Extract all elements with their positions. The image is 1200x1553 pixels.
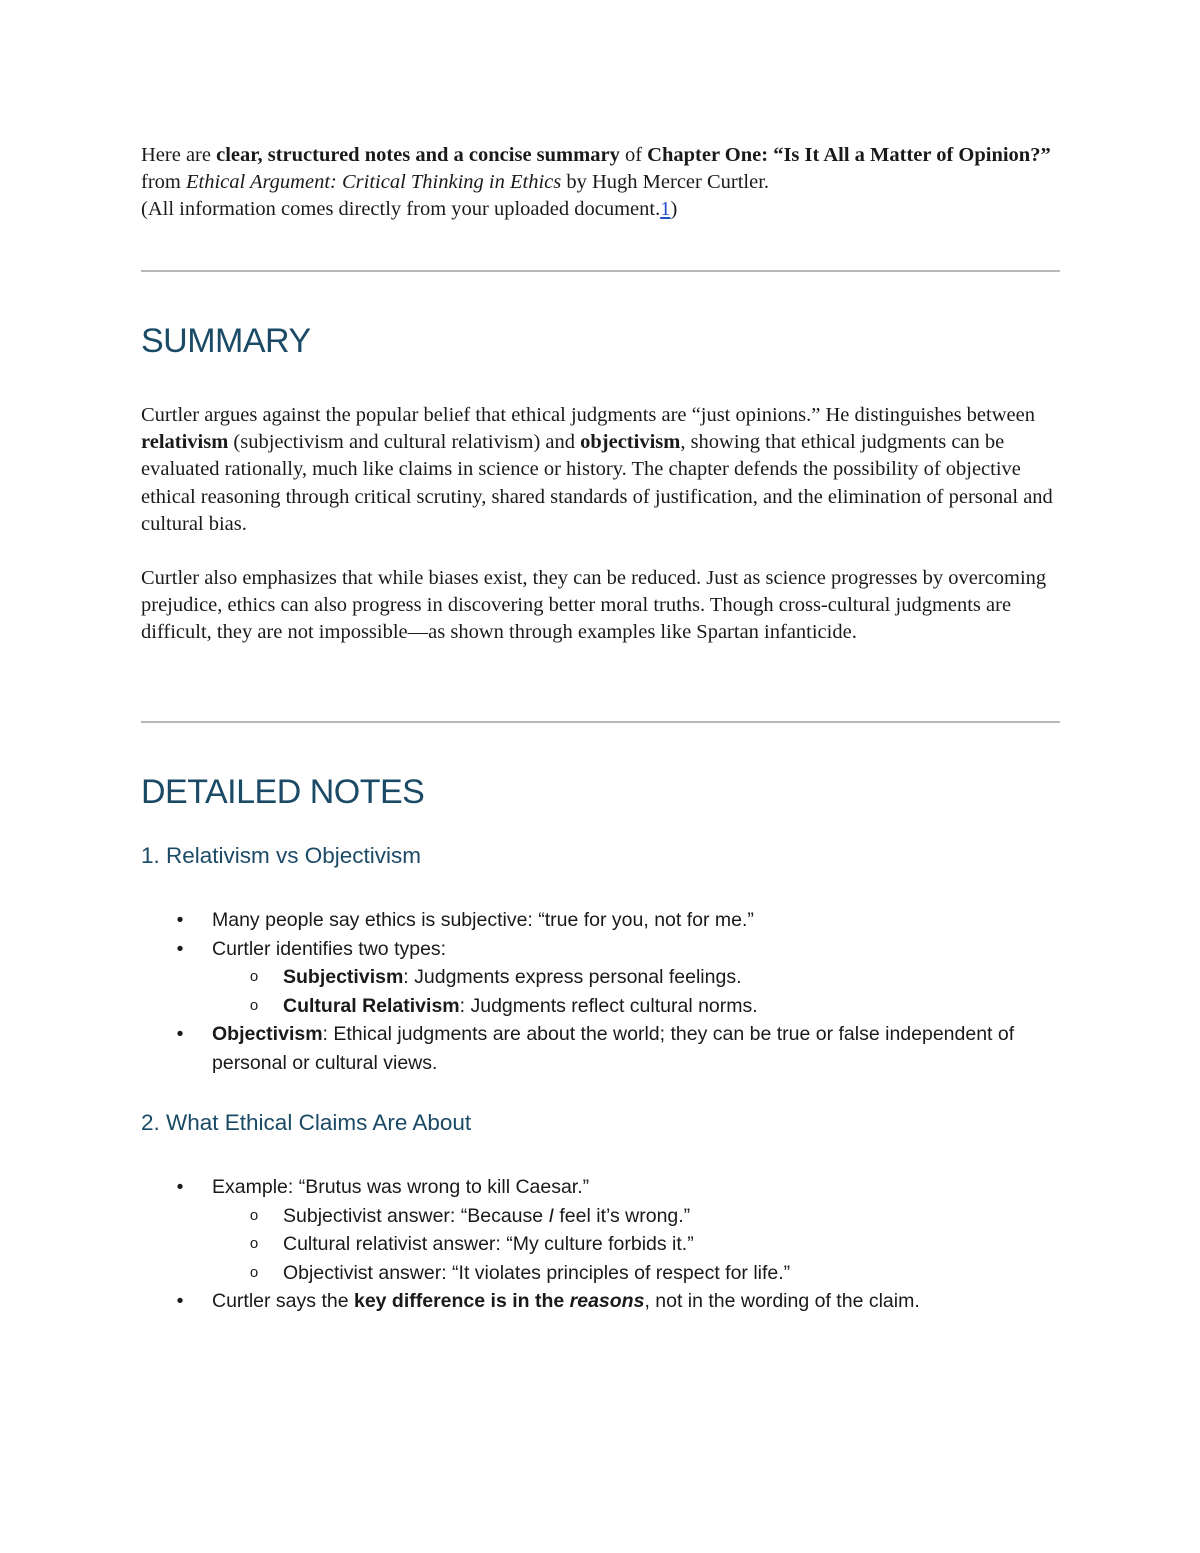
summary-text-run: (subjectivism and cultural relativism) and <box>228 431 581 454</box>
summary-bold-term: relativism <box>141 431 229 454</box>
term-bold: Subjectivism <box>283 966 404 989</box>
sub-bullet-icon: o <box>249 1263 259 1281</box>
list-item-text: feel it’s wrong.” <box>553 1204 691 1227</box>
summary-heading: SUMMARY <box>141 322 311 360</box>
list-item-text: : Ethical judgments are about the world; they can be true or false independent of personal or cultural views. <box>212 1023 1015 1074</box>
summary-text-run: , showing that ethical judgments can be evaluated rationally, much like claims in science or history. The chapter defends the possibility of objective ethical reasoning through critical scrutiny, shared standards of justification, and the elimination of personal and cultural bias. <box>141 431 1053 535</box>
sub-list-item <box>141 1259 1060 1288</box>
citation-link[interactable]: 1 <box>660 198 671 220</box>
bullet-icon: • <box>176 937 184 960</box>
source-note-text: ) <box>670 198 678 220</box>
bullet-icon: • <box>176 1176 184 1198</box>
bullet-icon: • <box>176 1023 184 1046</box>
list-item-text: Subjectivist answer: “Because <box>283 1204 549 1227</box>
list-item-text: , not in the wording of the claim. <box>644 1290 920 1313</box>
summary-paragraph-2 <box>141 565 1060 647</box>
list-item-text: Objectivist answer: “It violates principles of respect for life.” <box>283 1261 791 1284</box>
section-heading-2: 2. What Ethical Claims Are About <box>141 1110 472 1135</box>
detailed-notes-heading: DETAILED NOTES <box>141 773 425 811</box>
sub-bullet-icon: o <box>249 968 259 986</box>
summary-paragraph-1 <box>141 402 1060 538</box>
summary-text: Curtler also emphasizes that while biases exist, they can be reduced. Just as science progresses by overcoming prejudice, ethics can also progress in discovering better moral truths. Though cross-cultural judgments are difficult, they are not impossible—as shown through examples like Spartan infanticide. <box>141 567 1047 644</box>
sub-bullet-icon: o <box>249 996 259 1014</box>
summary-text <box>141 402 1060 538</box>
sub-list-item <box>141 1230 1060 1259</box>
sub-list-item <box>141 992 1060 1021</box>
summary-text-run: Curtler argues against the popular belief that ethical judgments are “just opinions.” He distinguishes between <box>141 404 1035 426</box>
intro-text-run: by Hugh Mercer Curtler. <box>561 171 770 193</box>
bullet-icon: • <box>176 1290 184 1313</box>
intro-bold-run: clear, structured notes and a concise summary <box>216 144 620 166</box>
intro-text <box>141 142 1060 196</box>
list-item-text: Example: “Brutus was wrong to kill Caesar.” <box>212 1176 590 1198</box>
list-item-text: Cultural relativist answer: “My culture forbids it.” <box>283 1233 694 1256</box>
list-item-text: Many people say ethics is subjective: “true for you, not for me.” <box>212 909 754 931</box>
section-2-list <box>141 1173 1060 1316</box>
emphasis-bold: key difference is in the <box>353 1290 570 1313</box>
intro-paragraph <box>141 142 1060 223</box>
list-item <box>141 1173 1060 1202</box>
sub-bullet-icon: o <box>249 1206 259 1224</box>
intro-source-note <box>141 196 1060 223</box>
source-note-text: (All information comes directly from your uploaded document. <box>141 198 661 220</box>
list-item <box>141 1020 1060 1077</box>
section-heading-1: 1. Relativism vs Objectivism <box>141 843 422 868</box>
sub-bullet-icon: o <box>249 1235 259 1253</box>
summary-bold-term: objectivism <box>580 431 681 454</box>
list-item-text: Curtler identifies two types: <box>212 937 447 960</box>
list-item-text: : Judgments reflect cultural norms. <box>459 994 758 1017</box>
list-item-text: Curtler says the <box>212 1290 354 1313</box>
intro-text-run: Here are <box>141 144 217 166</box>
term-bold: Cultural Relativism <box>283 994 460 1017</box>
sub-list-item <box>141 963 1060 992</box>
book-title: Ethical Argument: Critical Thinking in Ethics <box>185 171 562 193</box>
emphasis-bold-italic: reasons <box>569 1290 645 1313</box>
bullet-icon: • <box>176 909 184 931</box>
horizontal-divider <box>141 270 1060 272</box>
section-1-list <box>141 906 1060 1078</box>
list-item <box>141 935 1060 964</box>
term-bold: Objectivism <box>212 1023 323 1046</box>
list-item <box>141 906 1060 935</box>
list-item <box>141 1287 1060 1316</box>
list-item-text: : Judgments express personal feelings. <box>403 966 742 989</box>
horizontal-divider <box>141 721 1060 723</box>
sub-list-item <box>141 1202 1060 1231</box>
chapter-title: Chapter One: “Is It All a Matter of Opinion?” <box>647 144 1051 166</box>
italic-word: I <box>548 1204 554 1227</box>
intro-text-run: from <box>141 171 186 193</box>
intro-text-run: of <box>619 144 648 166</box>
